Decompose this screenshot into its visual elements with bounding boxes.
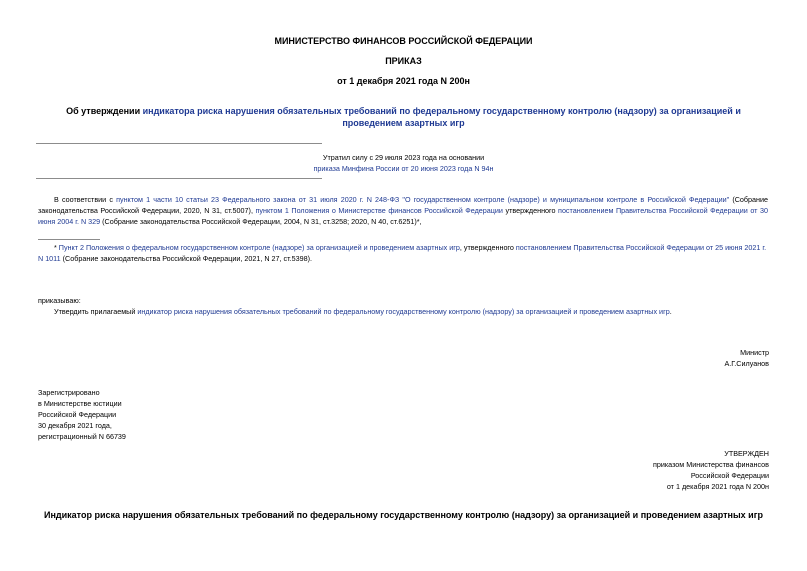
signature-block bbox=[725, 347, 770, 369]
repeal-notice-line1: Утратил силу с 29 июля 2023 года на основании bbox=[322, 153, 485, 162]
registration-line: Зарегистрировано bbox=[38, 388, 100, 397]
prikazyvayu-text: приказываю: bbox=[38, 296, 81, 305]
order-text-1: Утвердить прилагаемый bbox=[54, 307, 138, 316]
preamble-text-1: В соответствии с bbox=[54, 195, 117, 204]
doc-type-heading: ПРИКАЗ bbox=[385, 56, 422, 66]
minfin-regulation-link[interactable]: пунктом 1 Положения о Министерстве финансов Российской Федерации bbox=[255, 206, 503, 215]
footnote-rule bbox=[38, 239, 100, 240]
approved-line: от 1 декабря 2021 года N 200н bbox=[666, 482, 769, 491]
government-decree-329-link[interactable]: постановлением Правительства Российской Федерации от 30 июня 2004 г. N 329 bbox=[38, 206, 769, 226]
registration-line: в Министерстве юстиции bbox=[38, 399, 122, 408]
order-paragraph bbox=[54, 306, 768, 317]
ministry-heading: МИНИСТЕРСТВО ФИНАНСОВ РОССИЙСКОЙ ФЕДЕРАЦИИ bbox=[274, 36, 533, 46]
footnote-text-1: , утвержденного bbox=[459, 243, 516, 252]
government-decree-1011-link[interactable]: постановлением Правительства Российской Федерации от 25 июня 2021 г. N 1011 bbox=[38, 243, 767, 263]
document-title bbox=[36, 105, 771, 129]
approved-line: приказом Министерства финансов bbox=[652, 460, 769, 469]
footnote-text-2: (Собрание законодательства Российской Федерации, 2021, N 27, ст.5398). bbox=[60, 254, 312, 263]
preamble-paragraph bbox=[38, 194, 768, 227]
registration-block bbox=[38, 387, 126, 442]
preamble-text-4: (Собрание законодательства Российской Федерации, 2004, N 31, ст.3258; 2020, N 40, ст.6251)*, bbox=[100, 217, 422, 226]
annex-title: Индикатор риска нарушения обязательных требований по федеральному государственному контролю (надзору) за организацией и проведением азартных игр bbox=[44, 510, 763, 520]
preamble-text-2: (Собрание законодательства Российской Федерации, 2020, N 31, ст.5007), bbox=[38, 195, 769, 215]
indicator-link[interactable]: индикатор риска нарушения обязательных требований по федеральному государственному контролю (надзору) за организацией и проведением азартных игр bbox=[137, 307, 670, 316]
approved-line: УТВЕРЖДЕН bbox=[724, 449, 769, 458]
notice-top-rule bbox=[36, 143, 322, 144]
repeal-notice bbox=[36, 152, 771, 174]
signature-position: Министр bbox=[740, 348, 769, 357]
footnote-regulation-link[interactable]: Пункт 2 Положения о федеральном государственном контроле (надзоре) за организацией и проведением азартных игр bbox=[58, 243, 460, 252]
order-text-2: . bbox=[669, 307, 672, 316]
registration-line: регистрационный N 66739 bbox=[38, 432, 126, 441]
title-link[interactable]: индикатора риска нарушения обязательных требований по федеральному государственному контролю (надзору) за организацией и проведением азартных игр bbox=[142, 106, 741, 128]
registration-line: Российской Федерации bbox=[38, 410, 117, 419]
doc-date-number: от 1 декабря 2021 года N 200н bbox=[337, 76, 470, 86]
repeal-order-link[interactable]: приказа Минфина России от 20 июня 2023 года N 94н bbox=[313, 164, 494, 173]
preamble-text-3: утвержденного bbox=[502, 206, 559, 215]
footnote-paragraph bbox=[38, 242, 768, 264]
title-prefix: Об утверждении bbox=[66, 106, 143, 116]
notice-bottom-rule bbox=[36, 178, 322, 179]
law-248-link[interactable]: пунктом 1 части 10 статьи 23 Федерального закона от 31 июля 2020 г. N 248-ФЗ "О государственном контроле (надзоре) и муниципальном контроле в Российской Федерации" bbox=[116, 195, 730, 204]
signature-name: А.Г.Силуанов bbox=[724, 359, 769, 368]
approved-block bbox=[653, 448, 769, 492]
footnote-star: * bbox=[54, 243, 59, 252]
approved-line: Российской Федерации bbox=[690, 471, 769, 480]
registration-line: 30 декабря 2021 года, bbox=[38, 421, 112, 430]
